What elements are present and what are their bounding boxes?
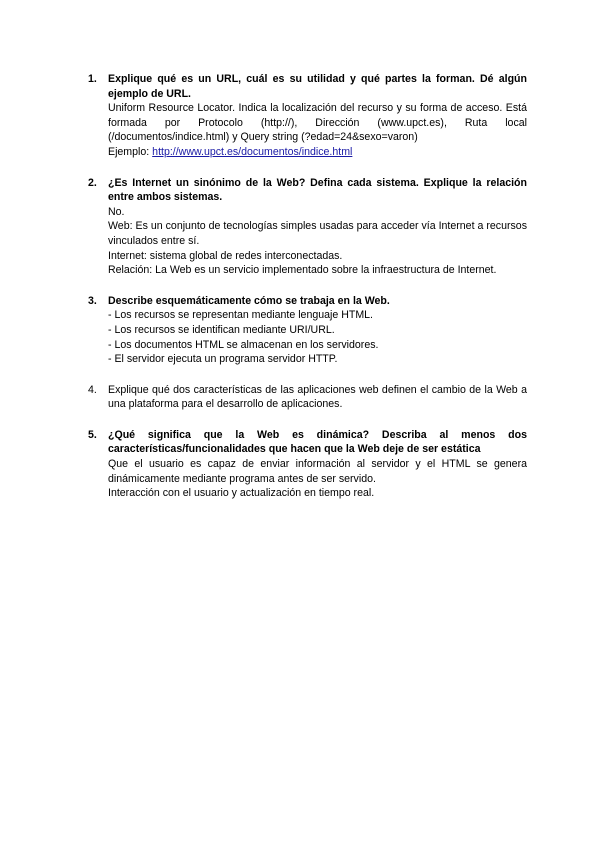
answer-text: - Los documentos HTML se almacenan en los servidores. (108, 338, 379, 351)
question-number: 1. (88, 73, 97, 85)
question-1 (88, 72, 527, 160)
answer-text: No. (108, 205, 125, 218)
question-3 (88, 294, 527, 367)
question-title: Describe esquemáticamente cómo se trabaja en la Web. (108, 294, 390, 307)
question-list (88, 72, 527, 517)
answer-text: Internet: sistema global de redes interconectadas. (108, 249, 343, 262)
answer-text: Que el usuario es capaz de enviar información al servidor y el HTML se genera dinámicamente mediante programa antes de ser servido. (108, 458, 527, 485)
question-title: Explique qué es un URL, cuál es su utilidad y qué partes la forman. Dé algún ejemplo de URL. (108, 73, 527, 100)
question-number: 5. (88, 428, 97, 441)
question-5 (88, 428, 527, 501)
answer-text: - Los recursos se identifican mediante URI/URL. (108, 323, 335, 336)
question-number: 4. (88, 383, 97, 396)
question-title: ¿Es Internet un sinónimo de la Web? Defina cada sistema. Explique la relación entre ambos sistemas. (108, 176, 527, 204)
question-2 (88, 176, 527, 278)
question-title: ¿Qué significa que la Web es dinámica? Describa al menos dos características/funcionalidades que hacen que la Web deje de ser estática (108, 428, 527, 456)
answer-text: Interacción con el usuario y actualización en tiempo real. (108, 487, 375, 500)
example-url-link[interactable]: http://www.upct.es/documentos/indice.html (152, 145, 353, 158)
example-label: Ejemplo: (108, 145, 153, 158)
question-title: Explique qué dos características de las aplicaciones web definen el cambio de la Web a una plataforma para el desarrollo de aplicaciones. (108, 383, 527, 411)
answer-text: Web: Es un conjunto de tecnologías simples usadas para acceder vía Internet a recursos vinculados entre sí. (108, 220, 527, 247)
answer-text: Uniform Resource Locator. Indica la localización del recurso y su forma de acceso. Está formada por Protocolo (http://), Dirección (www.upct.es), Ruta local (/documentos/indice.html) y Query string (?edad=24&sexo=varon) (108, 102, 527, 144)
answer-text: - Los recursos se representan mediante lenguaje HTML. (108, 309, 373, 322)
question-number: 3. (88, 294, 97, 307)
answer-text: Relación: La Web es un servicio implementado sobre la infraestructura de Internet. (108, 264, 497, 277)
question-number: 2. (88, 176, 97, 189)
question-4 (88, 383, 527, 412)
answer-text: - El servidor ejecuta un programa servidor HTTP. (108, 353, 338, 366)
example-line (108, 145, 527, 160)
